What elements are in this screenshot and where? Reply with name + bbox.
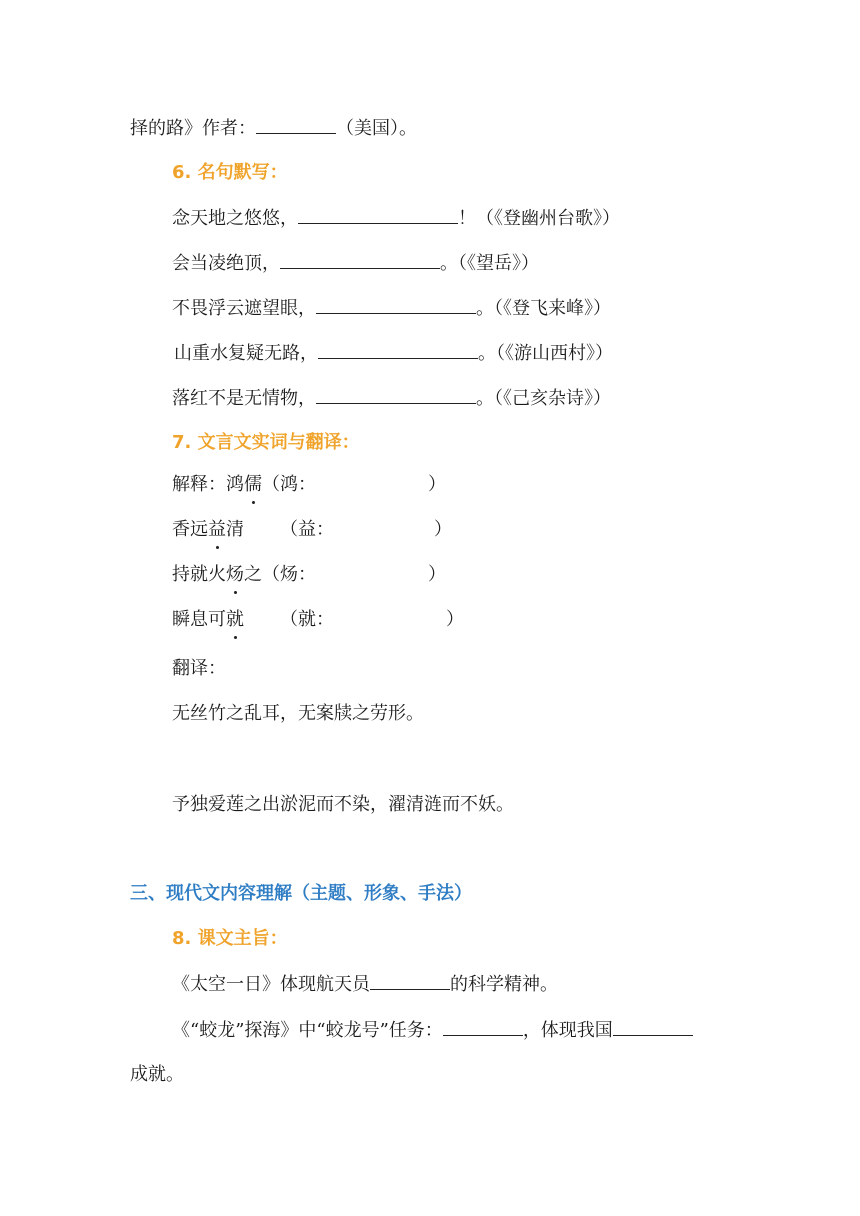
quote-first-half: 念天地之悠悠， [172,208,298,229]
translate-sentence-1: 无丝竹之乱耳，无案牍之劳形。 [172,703,424,724]
quote-first-half: 山重水复疑无路， [174,343,318,364]
text: ） [434,519,452,540]
text: 的科学精神。 [450,974,558,995]
text: 清 [226,519,244,540]
text: 瞬息可 [172,609,226,630]
text: ） [428,564,446,585]
text: （益： [280,519,334,540]
quote-item-2 [172,250,539,276]
quote-item-4 [174,340,613,366]
answer-blank[interactable] [316,295,476,314]
theme-line-2 [172,1017,693,1043]
answer-blank[interactable] [316,385,476,404]
theme-line-1 [172,971,558,997]
answer-blank[interactable] [443,1017,523,1036]
text: ） [428,474,446,495]
quote-source: 。（《己亥杂诗》） [476,388,611,409]
dotted-char: 就 [226,609,244,630]
word-explain-1 [172,473,446,497]
dotted-char: 炀 [226,564,244,585]
answer-blank[interactable] [298,205,458,224]
dotted-char: 益 [208,519,226,540]
text: 《“蛟龙”探海》中“蛟龙号”任务： [172,1020,443,1041]
quote-first-half: 会当凌绝顶， [172,253,280,274]
quote-item-1 [172,205,620,231]
quote-item-5 [172,385,611,411]
quote-source: 。（《登飞来峰》） [476,298,611,319]
quote-source: 。（《游山西村》） [478,343,613,364]
answer-blank[interactable] [370,971,450,990]
quote-source: ！（《登幽州台歌》） [458,208,620,229]
section-8-title: 8. 课文主旨： [172,928,288,949]
word-explain-3 [172,563,446,587]
answer-blank[interactable] [613,1017,693,1036]
text: 《太空一日》体现航天员 [172,974,370,995]
text: 解释：鸿 [172,474,244,495]
quote-item-3 [172,295,611,321]
text: （美国）。 [336,118,417,139]
word-explain-2 [172,518,452,542]
text: （鸿： [262,474,316,495]
translate-sentence-2: 予独爱莲之出淤泥而不染，濯清涟而不妖。 [172,794,514,815]
continued-question-line [130,115,417,141]
word-explain-4 [172,608,464,632]
theme-line-3: 成就。 [130,1064,184,1085]
answer-blank[interactable] [256,115,336,134]
dotted-char: 儒 [244,474,262,495]
quote-source: 。（《望岳》） [440,253,539,274]
text: 之（炀： [244,564,316,585]
section-7-title: 7. 文言文实词与翻译： [172,432,360,453]
answer-blank[interactable] [280,250,440,269]
translate-label: 翻译： [172,658,226,679]
text: （就： [280,609,334,630]
section-6-title: 6. 名句默写： [172,162,288,183]
text: ，体现我国 [522,1020,613,1041]
text: ） [446,609,464,630]
answer-blank[interactable] [318,340,478,359]
text: 择的路》作者： [130,118,256,139]
text: 香远 [172,519,208,540]
text: 持就火 [172,564,226,585]
part-3-heading: 三、现代文内容理解（主题、形象、手法） [130,883,472,904]
quote-first-half: 落红不是无情物， [172,388,316,409]
quote-first-half: 不畏浮云遮望眼， [172,298,316,319]
